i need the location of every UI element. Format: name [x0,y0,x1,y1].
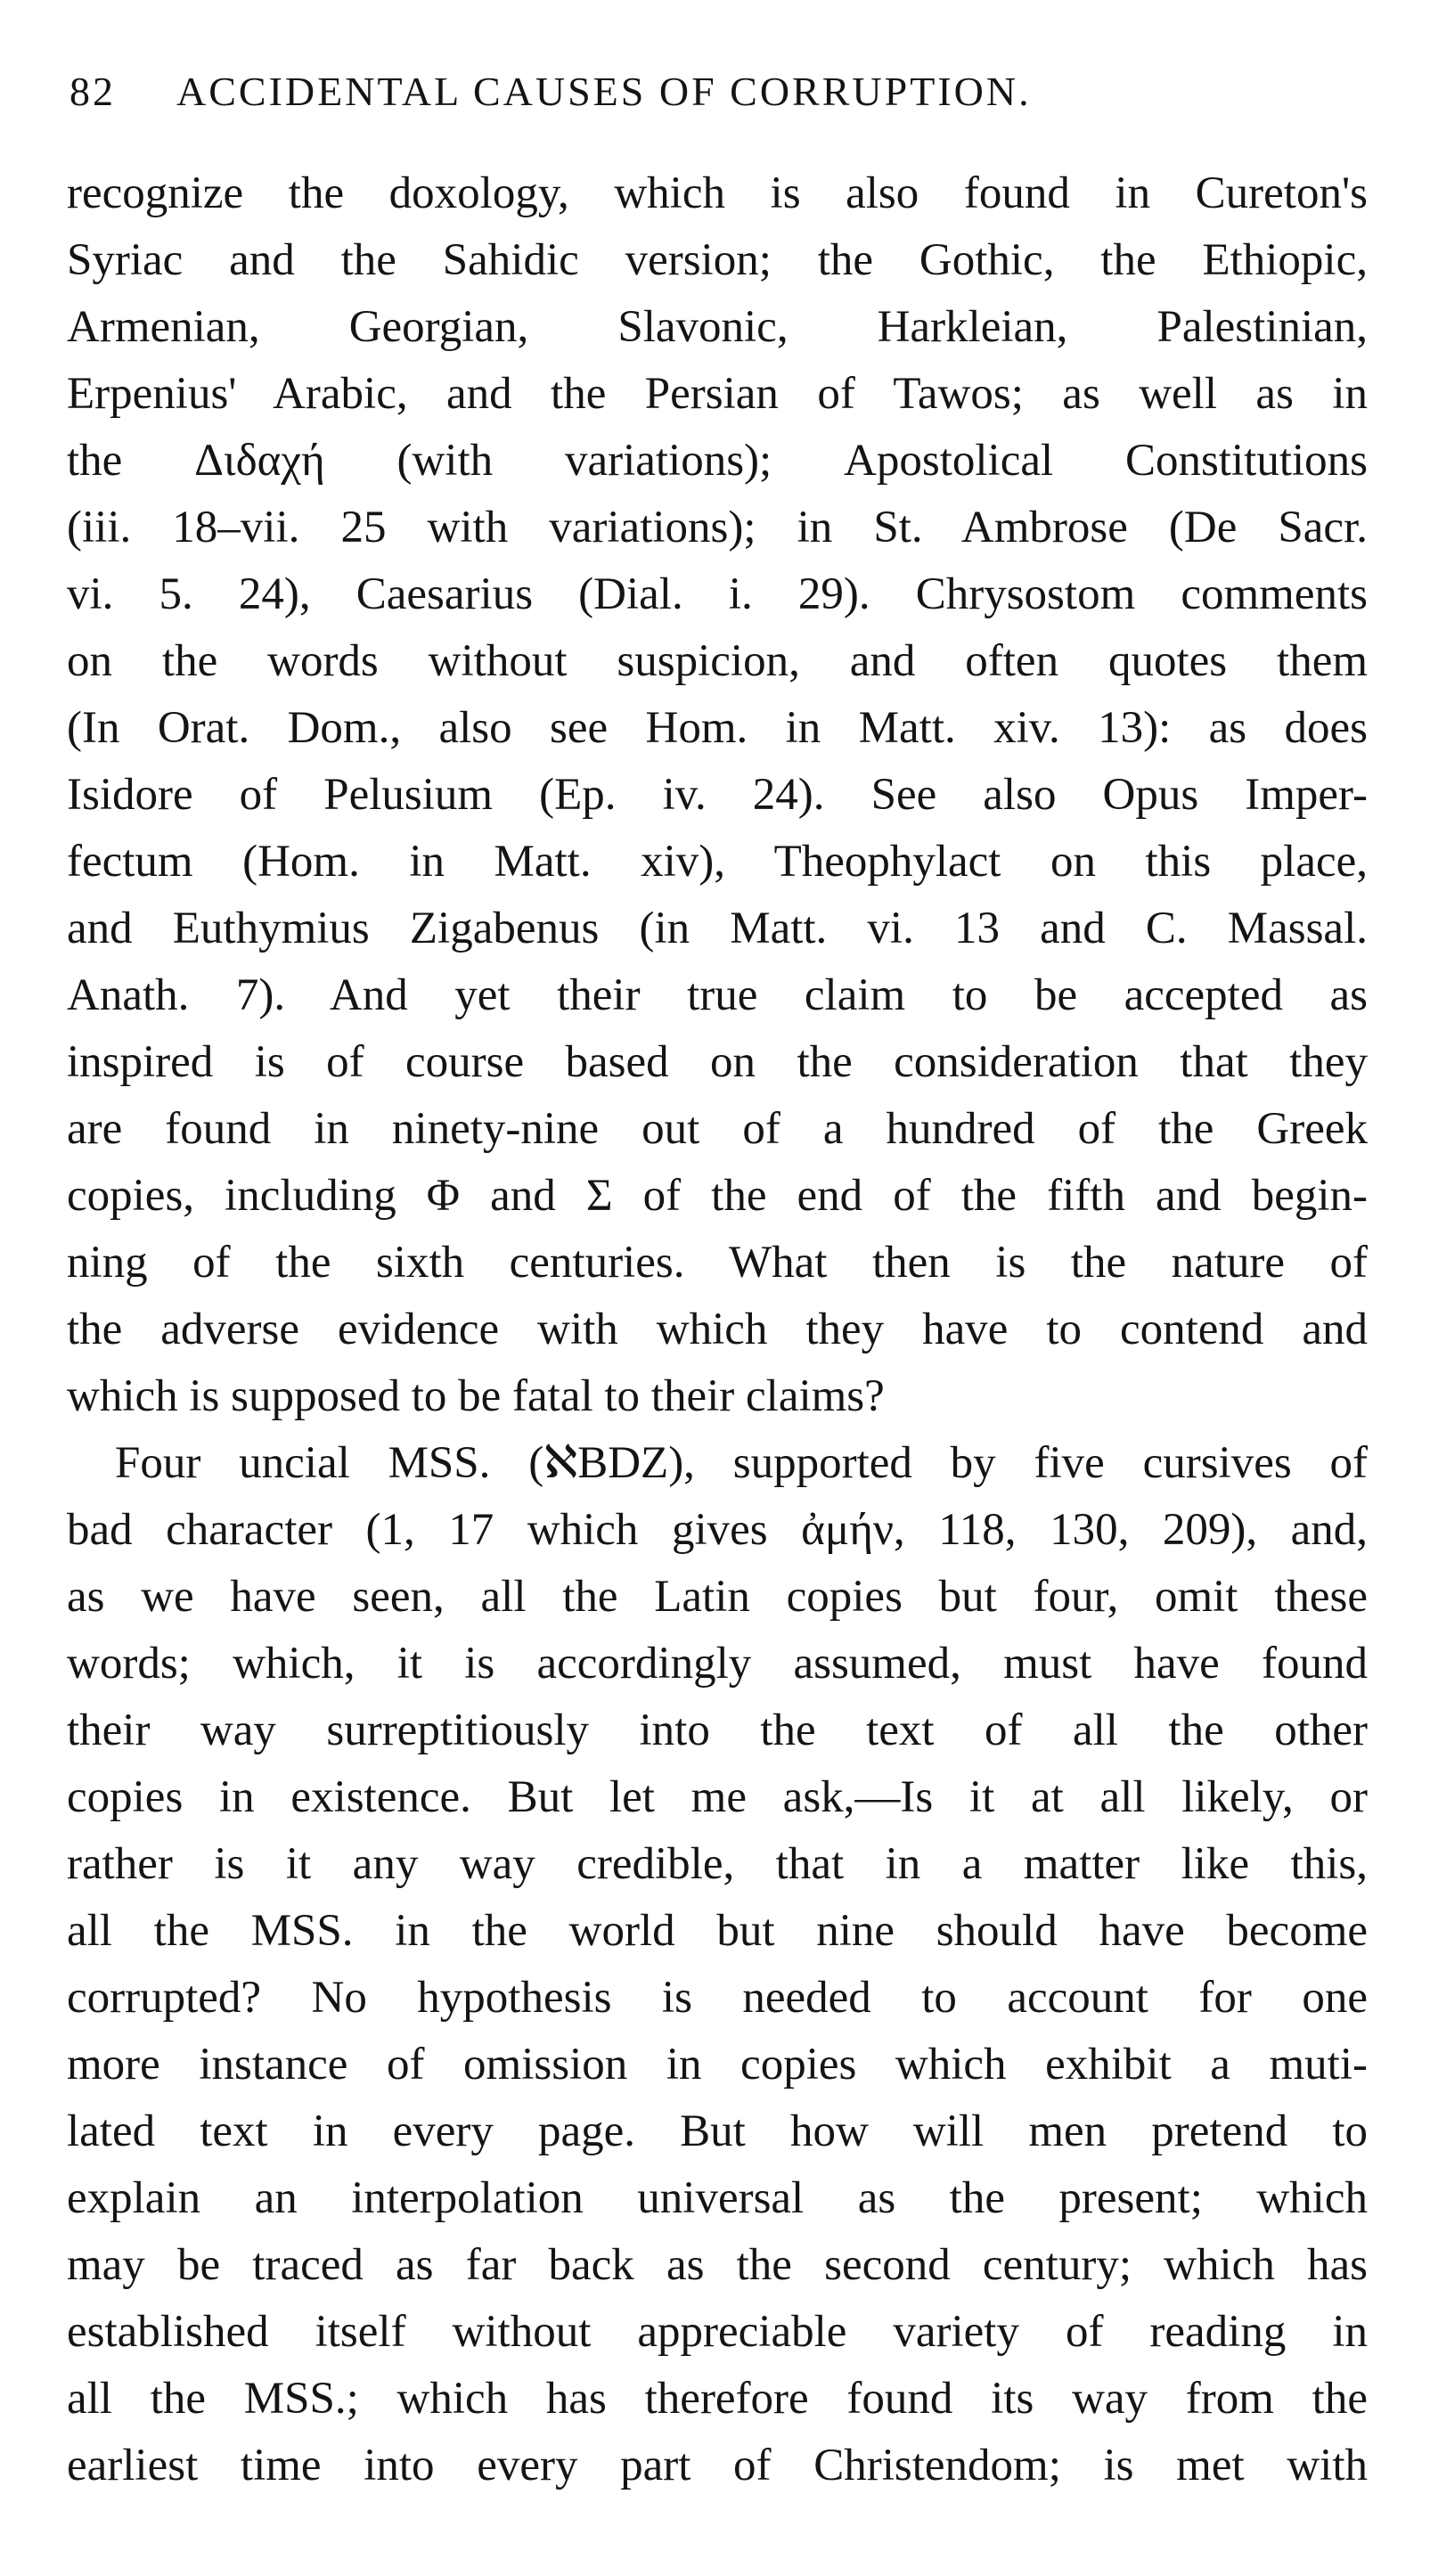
text-line: Four uncial MSS. (ℵBDZ), supported by five cursives of [115,1438,1368,1488]
page-number: 82 [69,69,116,114]
text-line: are found in ninety-nine out of a hundred of the Greek [67,1104,1368,1154]
text-line: copies, including Φ and Σ of the end of the fifth and begin- [67,1171,1368,1221]
text-line: bad character (1, 17 which gives ἀμήν, 118, 130, 209), and, [67,1505,1368,1555]
text-line: all the MSS.; which has therefore found its way from the [67,2374,1368,2424]
text-line: inspired is of course based on the consideration that they [67,1037,1368,1087]
text-line: established itself without appreciable variety of reading in [67,2307,1368,2357]
text-line: on the words without suspicion, and often quotes them [67,636,1368,686]
text-line: copies in existence. But let me ask,—Is it at all likely, or [67,1772,1368,1822]
text-line: Syriac and the Sahidic version; the Gothic, the Ethiopic, [67,235,1368,285]
text-line: all the MSS. in the world but nine should have become [67,1906,1368,1956]
text-line: may be traced as far back as the second century; which has [67,2240,1368,2290]
text-line: fectum (Hom. in Matt. xiv), Theophylact on this place, [67,837,1368,887]
text-line: and Euthymius Zigabenus (in Matt. vi. 13 and C. Massal. [67,904,1368,953]
body-text [67,160,1368,2499]
text-line: ning of the sixth centuries. What then is the nature of [67,1238,1368,1288]
text-line: recognize the doxology, which is also found in Cureton's [67,168,1368,218]
text-line: Erpenius' Arabic, and the Persian of Tawos; as well as in [67,369,1368,419]
text-line: lated text in every page. But how will men pretend to [67,2106,1368,2156]
text-line: (In Orat. Dom., also see Hom. in Matt. xiv. 13): as does [67,703,1368,753]
text-line: earliest time into every part of Christendom; is met with [67,2441,1368,2490]
running-title: ACCIDENTAL CAUSES OF CORRUPTION. [176,69,1032,114]
text-line: Isidore of Pelusium (Ep. iv. 24). See also Opus Imper- [67,770,1368,820]
text-line: rather is it any way credible, that in a matter like this, [67,1839,1368,1889]
text-line: which is supposed to be fatal to their claims? [67,1371,885,1421]
text-line: more instance of omission in copies which exhibit a muti- [67,2040,1368,2089]
paragraph-1 [67,160,1368,1430]
text-line: vi. 5. 24), Caesarius (Dial. i. 29). Chrysostom comments [67,569,1368,619]
text-line: the adverse evidence with which they have to contend and [67,1304,1368,1354]
text-line: words; which, it is accordingly assumed, must have found [67,1639,1368,1689]
text-line: Anath. 7). And yet their true claim to be accepted as [67,970,1368,1020]
text-line: corrupted? No hypothesis is needed to account for one [67,1973,1368,2023]
text-line: as we have seen, all the Latin copies but four, omit these [67,1572,1368,1622]
running-header [69,52,1370,132]
text-line: their way surreptitiously into the text of all the other [67,1705,1368,1755]
text-line: (iii. 18–vii. 25 with variations); in St. Ambrose (De Sacr. [67,503,1368,552]
text-line: explain an interpolation universal as the present; which [67,2173,1368,2223]
text-line: the Διδαχή (with variations); Apostolical Constitutions [67,436,1368,486]
text-line: Armenian, Georgian, Slavonic, Harkleian, Palestinian, [67,302,1368,352]
paragraph-2 [67,1430,1368,2499]
